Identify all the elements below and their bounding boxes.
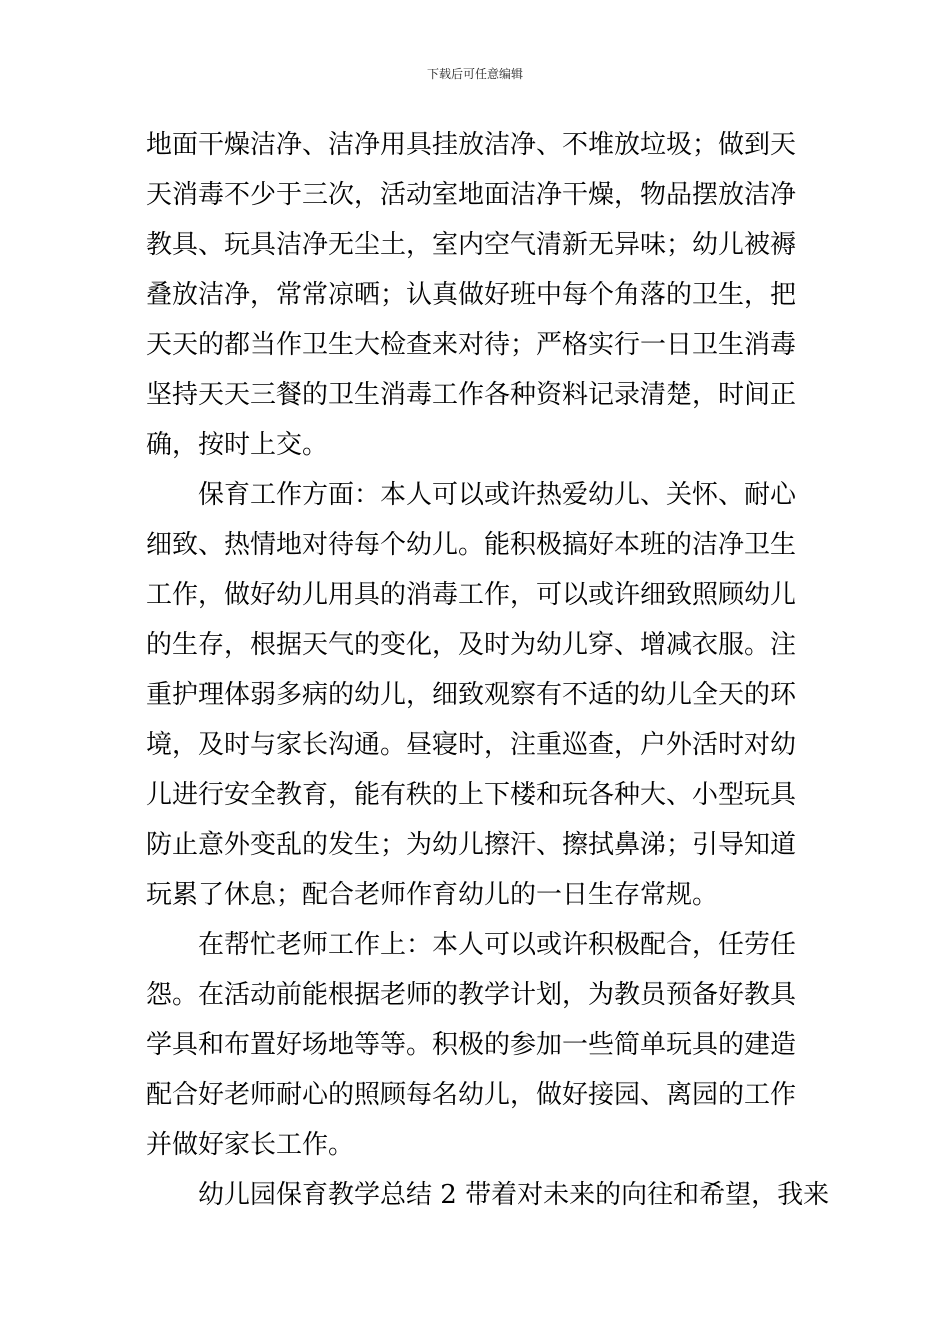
text-line: 配合好老师耐心的照顾每名幼儿，做好接园、离园的工作 xyxy=(146,1080,797,1110)
text-line: 的生存，根据天气的变化，及时为幼儿穿、增减衣服。注 xyxy=(146,630,797,660)
paragraph-start-line: 保育工作方面：本人可以或许热爱幼儿、关怀、耐心 xyxy=(198,480,797,510)
text-line: 天消毒不少于三次，活动室地面洁净干燥，物品摆放洁净 xyxy=(146,180,797,210)
text-line: 叠放洁净，常常凉晒；认真做好班中每个角落的卫生，把 xyxy=(146,280,797,310)
text-line: 地面干燥洁净、洁净用具挂放洁净、不堆放垃圾；做到天 xyxy=(146,130,797,160)
text-line: 工作，做好幼儿用具的消毒工作，可以或许细致照顾幼儿 xyxy=(146,580,797,610)
text-line: 学具和布置好场地等等。积极的参加一些简单玩具的建造 xyxy=(146,1030,797,1060)
text-line: 确，按时上交。 xyxy=(146,430,329,460)
text-line: 教具、玩具洁净无尘土，室内空气清新无异味；幼儿被褥 xyxy=(146,230,797,260)
text-line: 并做好家长工作。 xyxy=(146,1130,355,1160)
text-line: 儿进行安全教育，能有秩的上下楼和玩各种大、小型玩具 xyxy=(146,780,797,810)
text-line: 坚持天天三餐的卫生消毒工作各种资料记录清楚，时间正 xyxy=(146,380,797,410)
text-line: 防止意外变乱的发生；为幼儿擦汗、擦拭鼻涕；引导知道 xyxy=(146,830,797,860)
paragraph-start-line: 在帮忙老师工作上：本人可以或许积极配合，任劳任 xyxy=(198,930,797,960)
text-line: 天天的都当作卫生大检查来对待；严格实行一日卫生消毒 xyxy=(146,330,797,360)
text-line: 怨。在活动前能根据老师的教学计划，为教员预备好教具 xyxy=(146,980,797,1010)
text-line: 重护理体弱多病的幼儿，细致观察有不适的幼儿全天的环 xyxy=(146,680,797,710)
text-line: 细致、热情地对待每个幼儿。能积极搞好本班的洁净卫生 xyxy=(146,530,797,560)
paragraph-start-line: 幼儿园保育教学总结 2 带着对未来的向往和希望，我来 xyxy=(198,1180,830,1210)
text-line: 玩累了休息；配合老师作育幼儿的一日生存常规。 xyxy=(146,880,719,910)
text-line: 境，及时与家长沟通。昼寝时，注重巡查，户外活时对幼 xyxy=(146,730,797,760)
document-body xyxy=(146,120,830,1220)
page-header: 下载后可任意编辑 xyxy=(426,67,523,81)
